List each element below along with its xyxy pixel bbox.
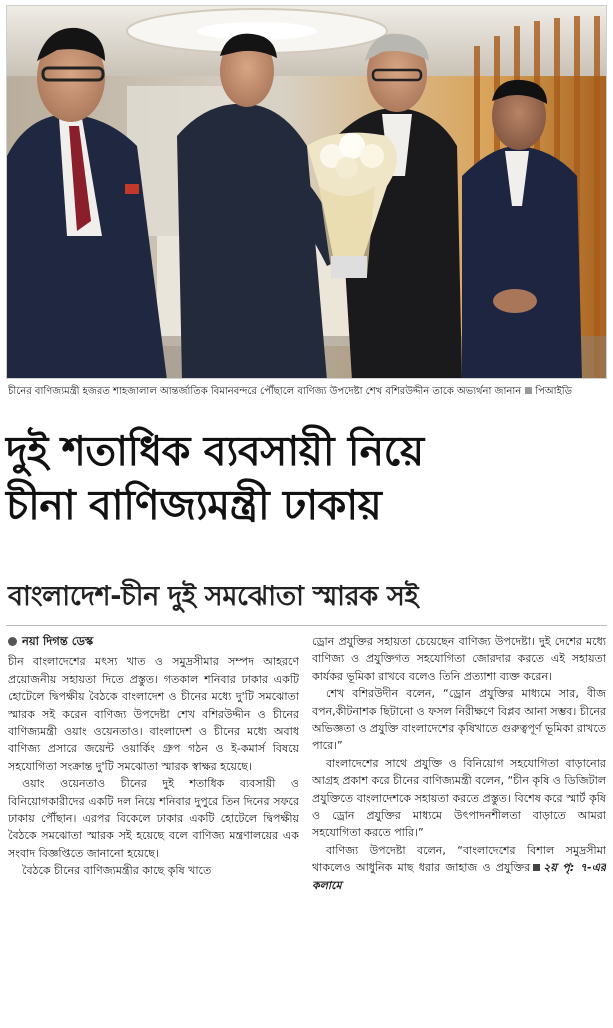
photo-credit: পিআইডি: [535, 386, 572, 397]
photo-caption: [8, 385, 606, 399]
paragraph-3: বৈঠকে চীনের বাণিজ্যমন্ত্রীর কাছে কৃষি খাতে: [22, 864, 212, 878]
credit-square-icon: [525, 387, 532, 394]
headline-line-1: দুই শতাধিক ব্যবসায়ী নিয়ে: [6, 427, 424, 475]
paragraph-2: ওয়াং ওয়েনতাও চীনের দুই শতাধিক ব্যবসায়ী ও বিনিয়োগকারীদের একটি দল নিয়ে শনিবার দুপুরে তিন দিনের সফরে ঢাকায় পৌঁছান। এরপর বিকেলে ঢাকার একটি হোটেলে দ্বিপক্ষীয় বৈঠকে সমঝোতা স্মারক সই হয়েছে বলে বাণিজ্য মন্ত্রণালয়ের এক সংবাদ বিজ্ঞপ্তিতে জানানো হয়েছে।: [8, 777, 299, 860]
news-photo: [6, 5, 607, 379]
bullet-icon: [8, 637, 17, 646]
paragraph-5: শেখ বশিরউদীন বলেন, “ড্রোন প্রযুক্তির মাধ্যমে সার, বীজ বপন,কীটনাশক ছিটানো ও ফসল নিরীক্ষণে বিপ্লব আনা সম্ভব। চীনের অভিজ্ঞতা ও প্রযুক্তি বাংলাদেশের কৃষিখাতে গুরুত্বপূর্ণ ভূমিকা রাখতে পারে।”: [312, 687, 606, 753]
paragraph-7-text: বাণিজ্য উপদেষ্টা বলেন, “বাংলাদেশের বিশাল সমুদ্রসীমা থাকলেও আধুনিক মাছ ধরার জাহাজ ও প্রযুক্তির: [312, 843, 606, 875]
byline-text: নয়া দিগন্ত ডেস্ক: [22, 634, 94, 648]
continued-on-page[interactable]: ২য় পৃ: ৭-এর কলামে: [312, 861, 606, 892]
jump-square-icon: [533, 864, 540, 871]
subheadline: বাংলাদেশ-চীন দুই সমঝোতা স্মারক সই: [8, 581, 419, 612]
byline: [8, 633, 299, 650]
paragraph-4: ড্রোন প্রযুক্তির সহায়তা চেয়েছেন বাণিজ্য উপদেষ্টা। দুই দেশের মধ্যে বাণিজ্য ও প্রযুক্তিগত সহযোগিতা জোরদার করতে এই সহায়তা কার্যকর ভূমিকা রাখবে বলেও তিনি প্রত্যাশা ব্যক্ত করেন।: [312, 635, 606, 683]
paragraph-6: বাংলাদেশের সাথে প্রযুক্তি ও বিনিয়োগ সহযোগিতা বাড়ানোর আগ্রহ প্রকাশ করে চীনের বাণিজ্যমন্ত্রী বলেন, “চীন কৃষি ও ডিজিটাল প্রযুক্তিতে বাংলাদেশকে সহায়তা করতে প্রস্তুত। বিশেষ করে স্মার্ট কৃষি ও ড্রোন প্রযুক্তির মাধ্যমে উৎপাদনশীলতা বাড়াতে আমরা সহযোগিতা করতে পারি।”: [312, 756, 606, 840]
paragraph-1: চীন বাংলাদেশের মৎস্য খাত ও সমুদ্রসীমার সম্পদ আহরণে প্রয়োজনীয় সহায়তা দিতে প্রস্তুত। গতকাল শনিবার ঢাকার একটি হোটেলে দ্বিপক্ষীয় বৈঠকে বাংলাদেশ ও চীনের মধ্যে দু'টি সমঝোতা স্মারক সই করেন বাণিজ্য উপদেষ্টা শেখ বশিরউদ্দীন ও চীনের বাণিজ্যমন্ত্রী ওয়াং ওয়েনতাও। বাংলাদেশ ও চীনের মধ্যে অবাধ বাণিজ্য প্রসারে জয়েন্ট ওয়ার্কিং গ্রুপ গঠন ও ই-কমার্স বিষয়ে সহযোগিতা সংক্রান্ত দু'টি সমঝোতা স্মারক স্বাক্ষর হয়েছে।: [8, 655, 299, 773]
article-column-right: [312, 633, 606, 1025]
paragraph-7: [312, 842, 606, 894]
divider: [6, 625, 607, 626]
caption-text: চীনের বাণিজ্যমন্ত্রী হজরত শাহজালাল আন্তর্জাতিক বিমানবন্দরে পৌঁছালে বাণিজ্য উপদেষ্টা শেখ বশিরউদ্দীন তাকে অভ্যর্থনা জানান: [8, 386, 522, 397]
headline: [6, 424, 609, 532]
headline-line-2: চীনা বাণিজ্যমন্ত্রী ঢাকায়: [6, 481, 382, 529]
airport-welcome-photo: [7, 6, 607, 379]
article-column-left: [8, 633, 299, 1025]
